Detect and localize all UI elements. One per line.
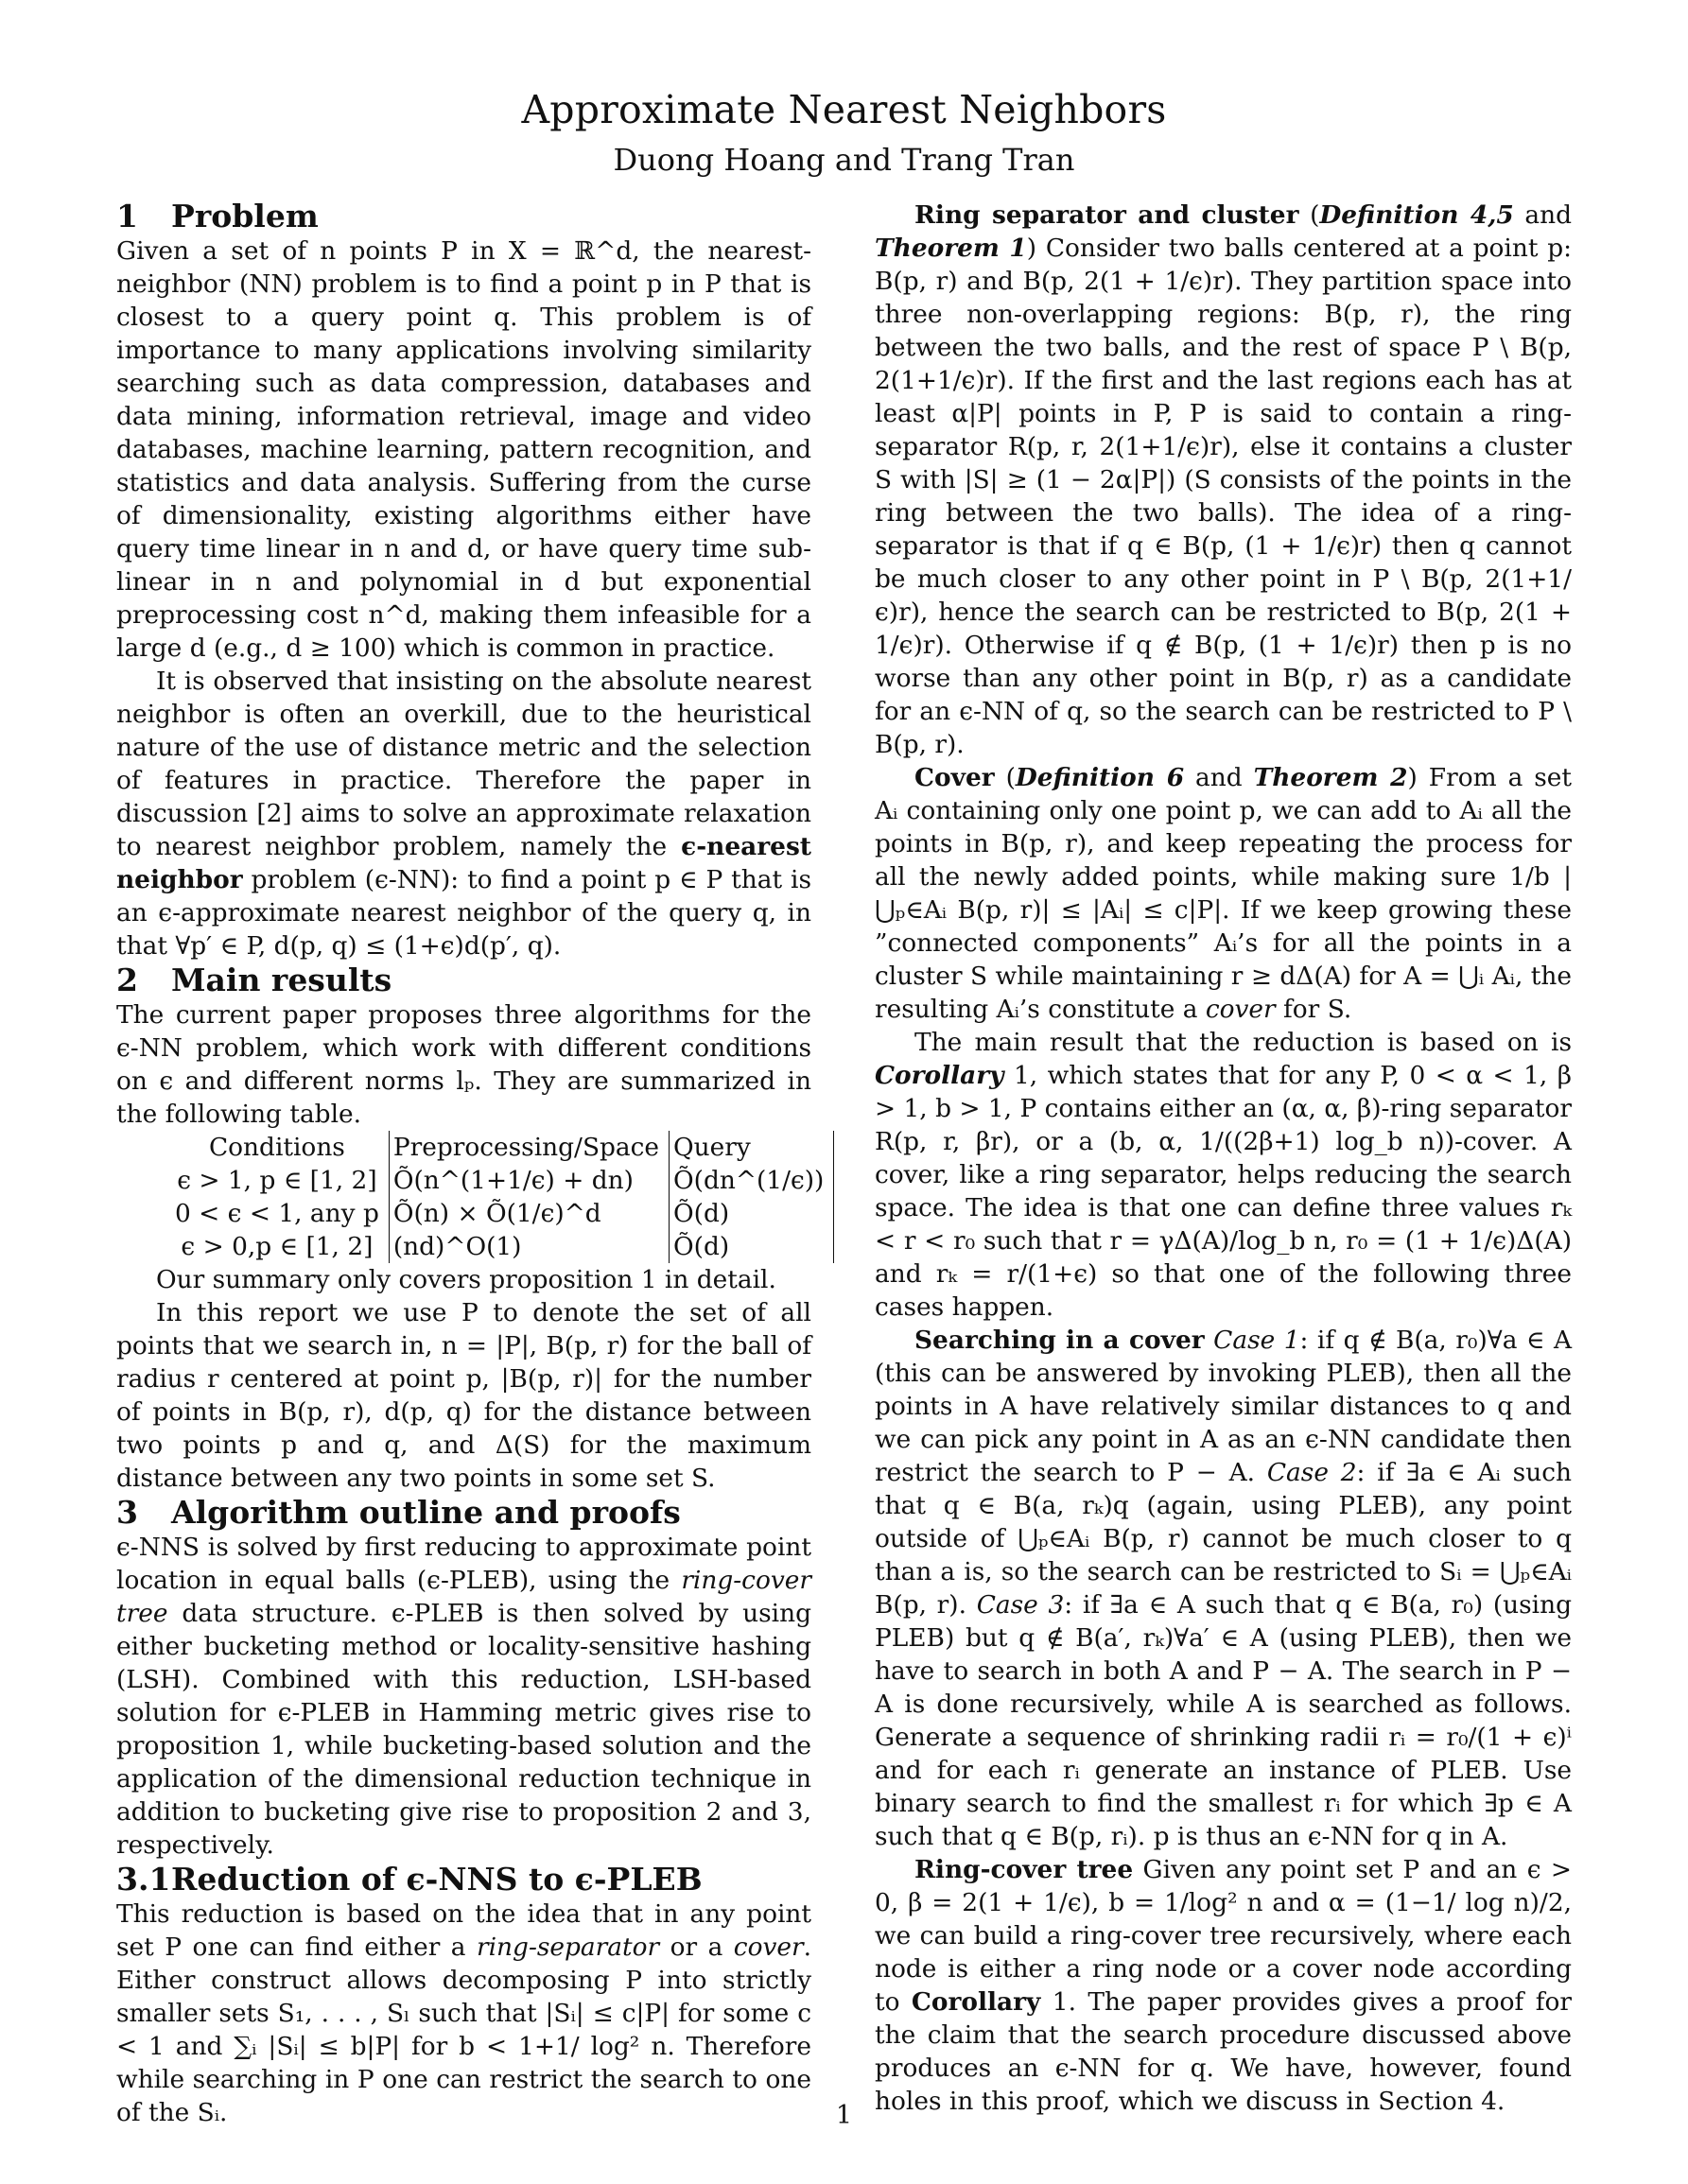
paper-authors: Duong Hoang and Trang Tran <box>613 142 1075 178</box>
table-row <box>171 1230 834 1263</box>
results-table <box>171 1131 834 1263</box>
text-run: Given any point set P and an ϵ > 0, β = 2(1 + 1/ϵ), b = 1/log² n and α = (1−1/ log n)/2, we can build a ring-cover tree recursively, where each node is either a ring node or a cover node according to <box>875 1855 1572 2017</box>
table-header: Preprocessing/Space <box>389 1131 669 1164</box>
table-header: Query <box>670 1131 834 1164</box>
italic-term: ring-cover tree <box>116 1566 811 1628</box>
table-cell: Õ(d) <box>670 1197 834 1230</box>
text-run: : if ∃a ∈ Aᵢ such that q ∈ B(a, rₖ)q (again, using PLEB), any point outside of ⋃ₚ∈Aᵢ B(p, r) cannot be much closer to q than a is, so the search can be restricted to Sᵢ = ⋃ₚ∈Aᵢ B(p, r). <box>875 1458 1572 1620</box>
section-title: Reduction of ϵ-NNS to ϵ-PLEB <box>171 1861 703 1898</box>
table-header: Conditions <box>208 1133 345 1162</box>
problem-paragraph-1: Given a set of n points P in X = ℝ^d, the nearest-neighbor (NN) problem is to find a point p in P that is closest to a query point q. This problem is of importance to many applications involving similarity searching such as data compression, databases and data mining, information retrieval, image and video databases, machine learning, pattern recognition, and statistics and data analysis. Suffering from the curse of dimensionality, existing algorithms either have query time linear in n and d, or have query time sub-linear in n and polynomial in d but exponential preprocessing cost n^d, making them infeasible for a large d (e.g., d ≥ 100) which is common in practice. <box>116 236 811 663</box>
text-run: 1. The paper provides gives a proof for the claim that the search procedure discussed above produces an ϵ-NN for q. We have, however, found holes in this proof, which we discuss in Section 4. <box>875 1987 1572 2116</box>
text-run: : if q ∉ B(a, r₀)∀a ∈ A (this can be answered by invoking PLEB), then all the points in A have relatively similar distances to q and we can pick any point in A as an ϵ-NN candidate then restrict the search to P − A. <box>875 1326 1572 1487</box>
ring-separator-paragraph <box>875 199 1572 761</box>
text-run: for S. <box>1275 995 1352 1024</box>
case-label: Case 3 <box>976 1590 1065 1620</box>
section-number: 2 <box>116 962 138 998</box>
text-run: data structure. ϵ-PLEB is then solved by using either bucketing method or locality-sensitive hashing (LSH). Combined with this reduction, LSH-based solution for ϵ-PLEB in Hamming metric gives rise to proposition 1, while bucketing-based solution and the application of the dimensional reduction technique in addition to bucketing give rise to proposition 2 and 3, respectively. <box>116 1599 811 1860</box>
algorithm-paragraph-1 <box>116 1531 811 1862</box>
searching-cover-paragraph <box>875 1324 1572 1853</box>
table-cell: 0 < ϵ < 1, any p <box>175 1199 379 1228</box>
text-run: This reduction is based on the idea that in any point set P one can find either a <box>116 1899 811 1962</box>
main-results-paragraph-3: In this report we use P to denote the set of all points that we search in, n = |P|, B(p, r) for the ball of radius r centered at point p, |B(p, r)| for the number of points in B(p, r), d(p, q) for the distance between two points p and q, and Δ(S) for the maximum distance between any two points in some set S. <box>116 1298 811 1493</box>
section-title: Problem <box>171 198 319 234</box>
page-number: 1 <box>835 2101 853 2130</box>
bold-term: Corollary <box>911 1987 1041 2017</box>
text-run: It is observed that insisting on the absolute nearest neighbor is often an overkill, due to the heuristical nature of the use of distance metric and the selection of features in practice. Therefore the paper in discussion [2] aims to solve an approximate relaxation to nearest neighbor problem, namely the <box>116 667 811 861</box>
section-heading-algorithm <box>116 1495 811 1531</box>
section-heading-problem <box>116 199 811 234</box>
table-cell: ϵ > 0,p ∈ [1, 2] <box>181 1232 374 1261</box>
text-run: ) <box>1407 763 1418 792</box>
text-run: ϵ-NNS is solved by first reducing to approximate point location in equal balls (ϵ-PLEB), using the <box>116 1533 811 1595</box>
ring-cover-tree-paragraph <box>875 1853 1572 2118</box>
text-run: problem (ϵ-NN): to find a point p ∈ P that is an ϵ-approximate nearest neighbor of the query q, in that ∀p′ ∈ P, d(p, q) ≤ (1+ϵ)d(p′, q). <box>116 865 811 961</box>
table-cell: Õ(n^(1+1/ϵ) + dn) <box>389 1164 669 1197</box>
table-cell: Õ(n) × Õ(1/ϵ)^d <box>389 1197 669 1230</box>
reference-term: Theorem 2 <box>1253 763 1408 792</box>
runin-heading: Ring separator and cluster <box>914 200 1299 230</box>
table-row <box>171 1164 834 1197</box>
table-header-row <box>171 1131 834 1164</box>
text-run: ( <box>994 763 1016 792</box>
text-run: and <box>1184 763 1254 792</box>
section-title: Main results <box>171 962 392 998</box>
text-run: or a <box>659 1933 734 1962</box>
section-number: 3 <box>116 1494 138 1531</box>
text-run: 1, which states that for any P, 0 < α < 1, β > 1, b > 1, P contains either an (α, α, β)-ring separator R(p, r, βr), or a (b, α, 1/((2β+1) log_b n))-cover. A cover, like a ring separator, helps reducing the search space. The idea is that one can define three values rₖ < r < r₀ such that r = γΔ(A)/log_b n, r₀ = (1 + 1/ϵ)Δ(A) and rₖ = r/(1+ϵ) so that one of the following three cases happen. <box>875 1061 1572 1322</box>
italic-term: ring-separator <box>477 1933 660 1962</box>
text-run: and <box>1513 200 1573 230</box>
case-label: Case 1 <box>1213 1326 1300 1355</box>
right-column <box>875 199 1572 2118</box>
runin-heading: Cover <box>914 763 995 792</box>
case-label: Case 2 <box>1266 1458 1357 1487</box>
text-run: Consider two balls centered at a point p: B(p, r) and B(p, 2(1 + 1/ϵ)r). They partition space into three non-overlapping regions: B(p, r), the ring between the two balls, and the rest of space P \ B(p, 2(1+1/ϵ)r). If the first and the last regions each has at least α|P| points in P, P is said to contain a ring-separator R(p, r, 2(1+1/ϵ)r), else it contains a cluster S with |S| ≥ (1 − 2α|P|) (S consists of the points in the ring between the two balls). The idea of a ring-separator is that if q ∈ B(p, (1 + 1/ϵ)r) then q cannot be much closer to any other point in P \ B(p, 2(1+1/ϵ)r), hence the search can be restricted to B(p, 2(1 + 1/ϵ)r). Otherwise if q ∉ B(p, (1 + 1/ϵ)r) then p is no worse than any other point in B(p, r) as a candidate for an ϵ-NN of q, so the search can be restricted to P \ B(p, r). <box>875 234 1572 759</box>
reference-term: Definition 4,5 <box>1319 200 1514 230</box>
table-cell: (nd)^O(1) <box>389 1230 669 1263</box>
problem-paragraph-2 <box>116 665 811 962</box>
paper-title: Approximate Nearest Neighbors <box>521 87 1167 132</box>
text-run: . Either construct allows decomposing P into strictly smaller sets S₁, . . . , Sₗ such that |Sᵢ| ≤ c|P| for some c < 1 and ∑ᵢ |Sᵢ| ≤ b|P| for b < 1+1/ log² n. Therefore while searching in P one can restrict the search to one of the Sᵢ. <box>116 1933 811 2127</box>
runin-heading: Ring-cover tree <box>914 1855 1134 1884</box>
reference-term: Corollary <box>875 1061 1004 1090</box>
text-run: : if ∃a ∈ A such that q ∈ B(a, r₀) (using PLEB) but q ∉ B(a′, rₖ)∀a′ ∈ A (using PLEB), then we have to search in both A and P − A. The search in P − A is done recursively, while A is searched as follows. Generate a sequence of shrinking radii rᵢ = r₀/(1 + ϵ)ⁱ and for each rᵢ generate an instance of PLEB. Use binary search to find the smallest rᵢ for which ∃p ∈ A such that q ∈ B(p, rᵢ). p is thus an ϵ-NN for q in A. <box>875 1590 1572 1851</box>
runin-heading: Searching in a cover <box>914 1326 1205 1355</box>
text-run: The main result that the reduction is based on is <box>914 1028 1572 1057</box>
text-run: ( <box>1298 200 1320 230</box>
italic-term: cover <box>1205 995 1276 1024</box>
main-result-paragraph <box>875 1026 1572 1324</box>
subsection-heading-reduction <box>116 1862 811 1898</box>
section-number: 1 <box>116 198 138 234</box>
left-column <box>116 198 825 2129</box>
table-cell: ϵ > 1, p ∈ [1, 2] <box>177 1166 377 1195</box>
reference-term: Theorem 1 <box>875 234 1027 263</box>
table-cell: Õ(d) <box>670 1230 834 1263</box>
section-title: Algorithm outline and proofs <box>171 1494 681 1531</box>
table-cell: Õ(dn^(1/ϵ)) <box>670 1164 834 1197</box>
cover-paragraph <box>875 761 1572 1026</box>
main-results-paragraph-2: Our summary only covers proposition 1 in detail. <box>156 1265 776 1294</box>
bold-term: ϵ-nearest neighbor <box>116 832 811 894</box>
text-run: From a set Aᵢ containing only one point p, we can add to Aᵢ all the points in B(p, r), and keep repeating the process for all the newly added points, while making sure 1/b |⋃ₚ∈Aᵢ B(p, r)| ≤ |Aᵢ| ≤ c|P|. If we keep growing these ”connected components” Aᵢ’s for all the points in a cluster S while maintaining r ≥ dΔ(A) for A = ⋃ᵢ Aᵢ, the resulting Aᵢ’s constitute a <box>875 763 1573 1024</box>
italic-term: cover <box>733 1933 804 1962</box>
reference-term: Definition 6 <box>1015 763 1185 792</box>
main-results-paragraph-1: The current paper proposes three algorithms for the ϵ-NN problem, which work with different conditions on ϵ and different norms lₚ. They are summarized in the following table. <box>116 1000 811 1129</box>
table-row <box>171 1197 834 1230</box>
section-number: 3.1 <box>116 1861 171 1898</box>
section-heading-main-results <box>116 962 811 998</box>
reduction-paragraph-1 <box>116 1898 811 2129</box>
text-run: ) <box>1026 234 1037 263</box>
